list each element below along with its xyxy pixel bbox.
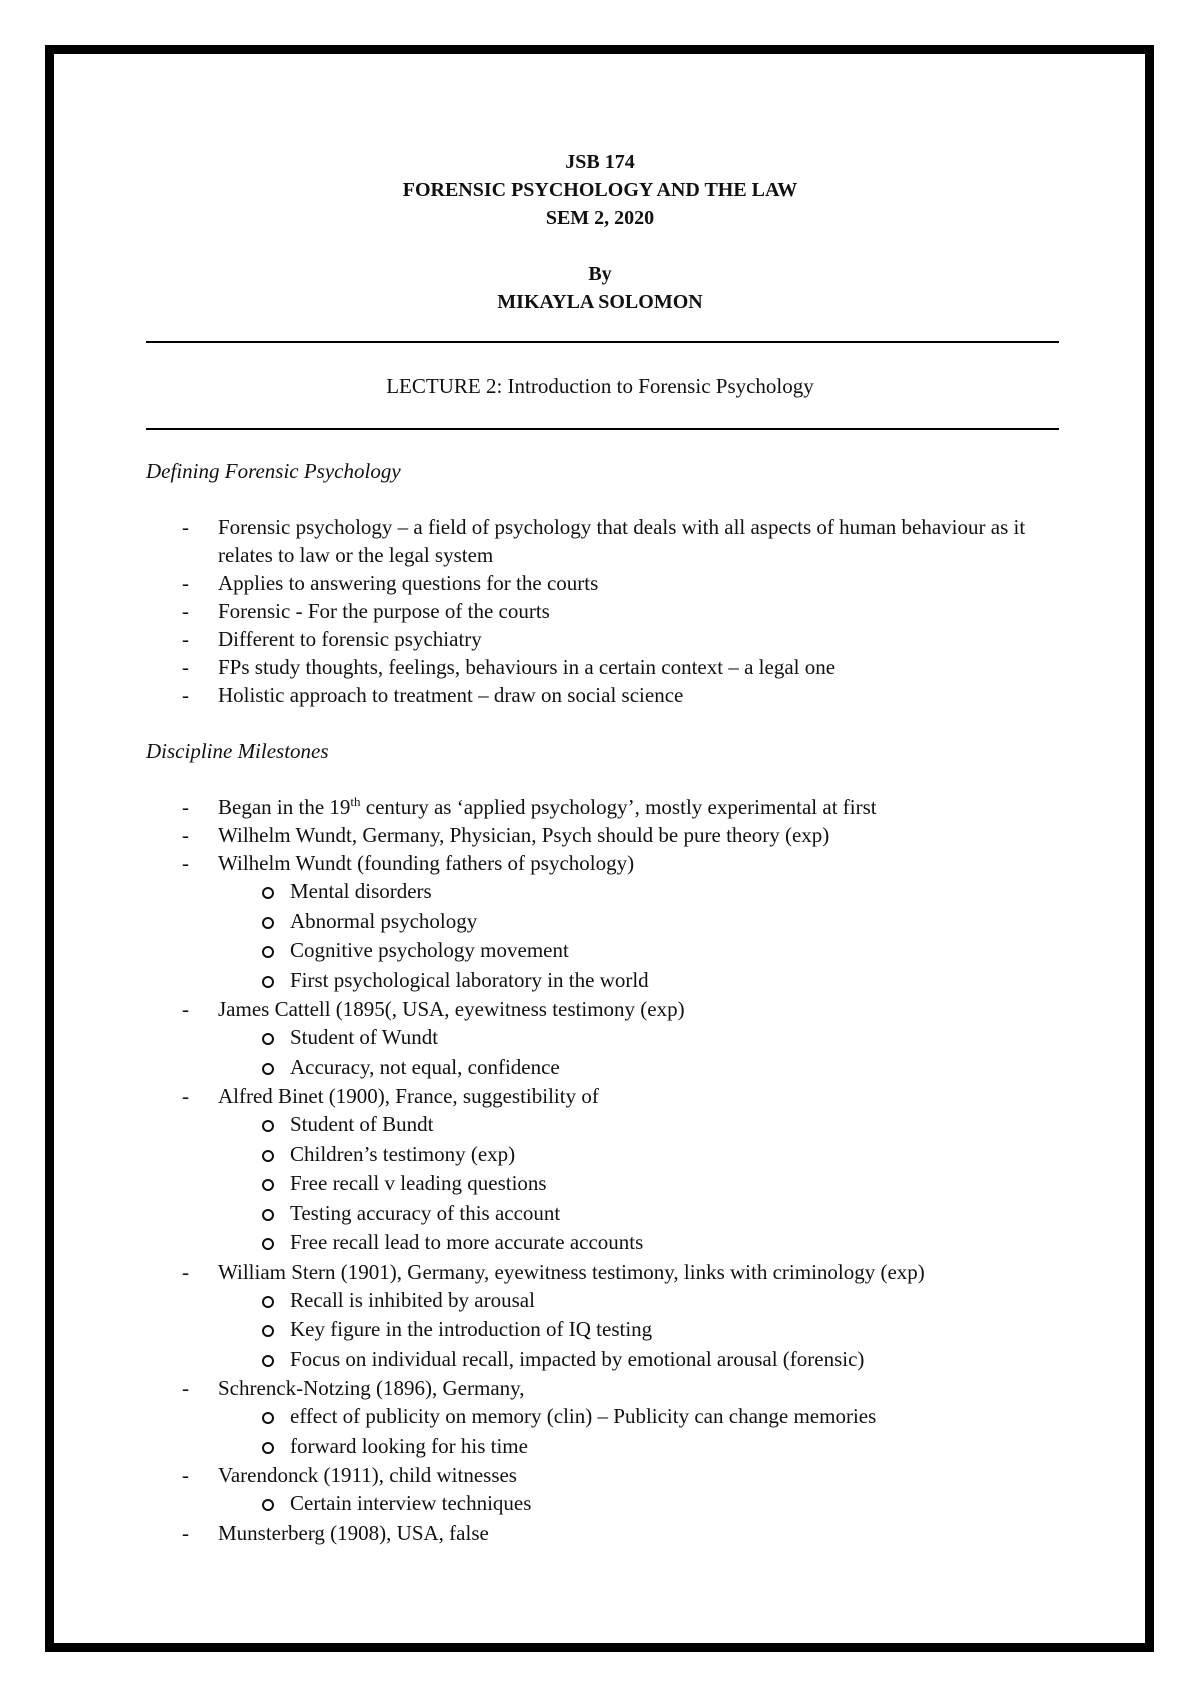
sub-list-item (218, 966, 1066, 996)
list-item-text: Holistic approach to treatment – draw on social science (218, 683, 684, 707)
list-item-text: Began in the 19 (218, 795, 351, 819)
sub-list-item (218, 1023, 1066, 1053)
circle-bullet-icon (262, 1063, 274, 1075)
circle-bullet-icon (262, 1325, 274, 1337)
circle-bullet-icon (262, 1033, 274, 1045)
sub-list (218, 1023, 1066, 1082)
list-item (146, 597, 1066, 625)
author-name: MIKAYLA SOLOMON (497, 291, 703, 313)
list-item (146, 821, 1066, 849)
sub-list-item-text: Testing accuracy of this account (290, 1200, 561, 1225)
section-spacer (146, 709, 1066, 737)
dash-bullet: - (182, 997, 189, 1021)
circle-bullet-icon (262, 1442, 274, 1454)
sub-list-item (218, 1110, 1066, 1140)
sub-list-item-text: Mental disorders (290, 879, 432, 903)
sub-list-item (218, 1286, 1066, 1316)
sub-list-item-text: Recall is inhibited by arousal (290, 1287, 535, 1312)
circle-bullet-icon (262, 946, 274, 958)
sub-list-item-text: Children’s testimony (exp) (290, 1141, 516, 1166)
section-heading-defining: Defining Forensic Psychology (146, 459, 401, 483)
lecture-title: LECTURE 2: Introduction to Forensic Psychology (386, 374, 814, 398)
document-header (0, 148, 1200, 316)
sub-list (218, 877, 1066, 995)
list-item-text: Forensic - For the purpose of the courts (218, 599, 550, 623)
dash-bullet: - (182, 1520, 189, 1545)
sub-list-item (218, 936, 1066, 966)
dash-bullet: - (182, 571, 189, 595)
dash-bullet: - (182, 823, 189, 847)
sub-list-item-text: Free recall lead to more accurate accounts (290, 1230, 644, 1254)
list-item-text: Alfred Binet (1900), France, suggestibility of (218, 1084, 599, 1108)
list-item-text: Forensic psychology – a field of psychology that deals with all aspects of human behaviour as it relates to law or the legal system (218, 515, 1026, 567)
dash-bullet: - (182, 851, 189, 875)
sub-list-item (218, 1402, 1066, 1432)
sub-list (218, 1286, 1066, 1375)
list-item (146, 681, 1066, 709)
circle-bullet-icon (262, 887, 274, 899)
list-item-text: Munsterberg (1908), USA, false (218, 1520, 489, 1545)
list-item (146, 849, 1066, 995)
circle-bullet-icon (262, 1120, 274, 1132)
list-item-text: Schrenck-Notzing (1896), Germany, (218, 1376, 525, 1400)
notes-content (146, 457, 1066, 1547)
sub-list-item (218, 1199, 1066, 1229)
list-item (146, 1258, 1066, 1375)
list-item (146, 625, 1066, 653)
sub-list-item-text: effect of publicity on memory (clin) – Publicity can change memories (290, 1404, 877, 1428)
dash-bullet: - (182, 599, 189, 623)
section-spacer (146, 765, 1066, 793)
list-item (146, 793, 1066, 821)
section-heading-milestones: Discipline Milestones (146, 739, 329, 763)
course-code: JSB 174 (565, 151, 635, 173)
defining-list (146, 513, 1066, 709)
circle-bullet-icon (262, 1179, 274, 1191)
sub-list-item (218, 1228, 1066, 1258)
semester: SEM 2, 2020 (545, 207, 655, 229)
list-item (146, 1461, 1066, 1519)
dash-bullet: - (182, 515, 189, 539)
by-label: By (588, 263, 612, 285)
circle-bullet-icon (262, 917, 274, 929)
top-divider (146, 341, 1059, 343)
milestones-list (146, 793, 1066, 1547)
circle-bullet-icon (262, 1355, 274, 1367)
sub-list-item (218, 1169, 1066, 1199)
sub-list-item (218, 1345, 1066, 1375)
list-item (146, 1082, 1066, 1258)
sub-list-item (218, 1315, 1066, 1345)
sub-list-item-text: Accuracy, not equal, confidence (290, 1054, 560, 1079)
section-spacer (146, 485, 1066, 513)
sub-list-item-text: Cognitive psychology movement (290, 938, 569, 962)
sub-list-item-text: Certain interview techniques (290, 1491, 532, 1515)
list-item-text: Applies to answering questions for the courts (218, 571, 599, 595)
dash-bullet: - (182, 655, 189, 679)
list-item (146, 653, 1066, 681)
list-item-text: century as ‘applied psychology’, mostly experimental at first (360, 795, 877, 819)
dash-bullet: - (182, 683, 189, 707)
list-item-text: James Cattell (1895(, USA, eyewitness testimony (exp) (218, 997, 685, 1021)
sub-list-item-text: Student of Bundt (290, 1112, 434, 1136)
circle-bullet-icon (262, 1499, 274, 1511)
sub-list-item-text: Focus on individual recall, impacted by emotional arousal (forensic) (290, 1346, 865, 1371)
sub-list-item-text: Abnormal psychology (290, 908, 478, 933)
sub-list-item-text: Key figure in the introduction of IQ testing (290, 1317, 653, 1341)
sub-list-item (218, 877, 1066, 907)
list-item-text: FPs study thoughts, feelings, behaviours in a certain context – a legal one (218, 655, 836, 679)
list-item-text: Different to forensic psychiatry (218, 627, 482, 651)
ordinal-superscript: th (350, 794, 361, 809)
sub-list-item (218, 1140, 1066, 1170)
sub-list-item (218, 1489, 1066, 1519)
circle-bullet-icon (262, 1238, 274, 1250)
list-item (146, 1374, 1066, 1461)
dash-bullet: - (182, 627, 189, 651)
dash-bullet: - (182, 1376, 189, 1400)
list-item-text: Varendonck (1911), child witnesses (218, 1463, 517, 1487)
sub-list-item (218, 1053, 1066, 1083)
list-item (146, 569, 1066, 597)
circle-bullet-icon (262, 1296, 274, 1308)
circle-bullet-icon (262, 1412, 274, 1424)
sub-list (218, 1110, 1066, 1258)
circle-bullet-icon (262, 976, 274, 988)
sub-list-item-text: forward looking for his time (290, 1433, 528, 1458)
sub-list-item (218, 1432, 1066, 1462)
header-spacer (0, 232, 1200, 260)
list-item-text: William Stern (1901), Germany, eyewitness testimony, links with criminology (exp) (218, 1259, 925, 1284)
sub-list-item-text: Student of Wundt (290, 1025, 439, 1049)
sub-list-item (218, 907, 1066, 937)
sub-list (218, 1489, 1066, 1519)
list-item-text: Wilhelm Wundt, Germany, Physician, Psych should be pure theory (exp) (218, 823, 830, 847)
circle-bullet-icon (262, 1150, 274, 1162)
course-title: FORENSIC PSYCHOLOGY AND THE LAW (402, 179, 798, 201)
sub-list-item-text: First psychological laboratory in the world (290, 967, 649, 992)
sub-list (218, 1402, 1066, 1461)
sub-list-item-text: Free recall v leading questions (290, 1171, 547, 1195)
dash-bullet: - (182, 1084, 189, 1108)
list-item (146, 1519, 1066, 1547)
dash-bullet: - (182, 1463, 189, 1487)
dash-bullet: - (182, 795, 189, 819)
bottom-divider (146, 428, 1059, 430)
list-item (146, 995, 1066, 1082)
dash-bullet: - (182, 1259, 189, 1284)
circle-bullet-icon (262, 1209, 274, 1221)
list-item-text: Wilhelm Wundt (founding fathers of psychology) (218, 851, 635, 875)
list-item (146, 513, 1066, 569)
